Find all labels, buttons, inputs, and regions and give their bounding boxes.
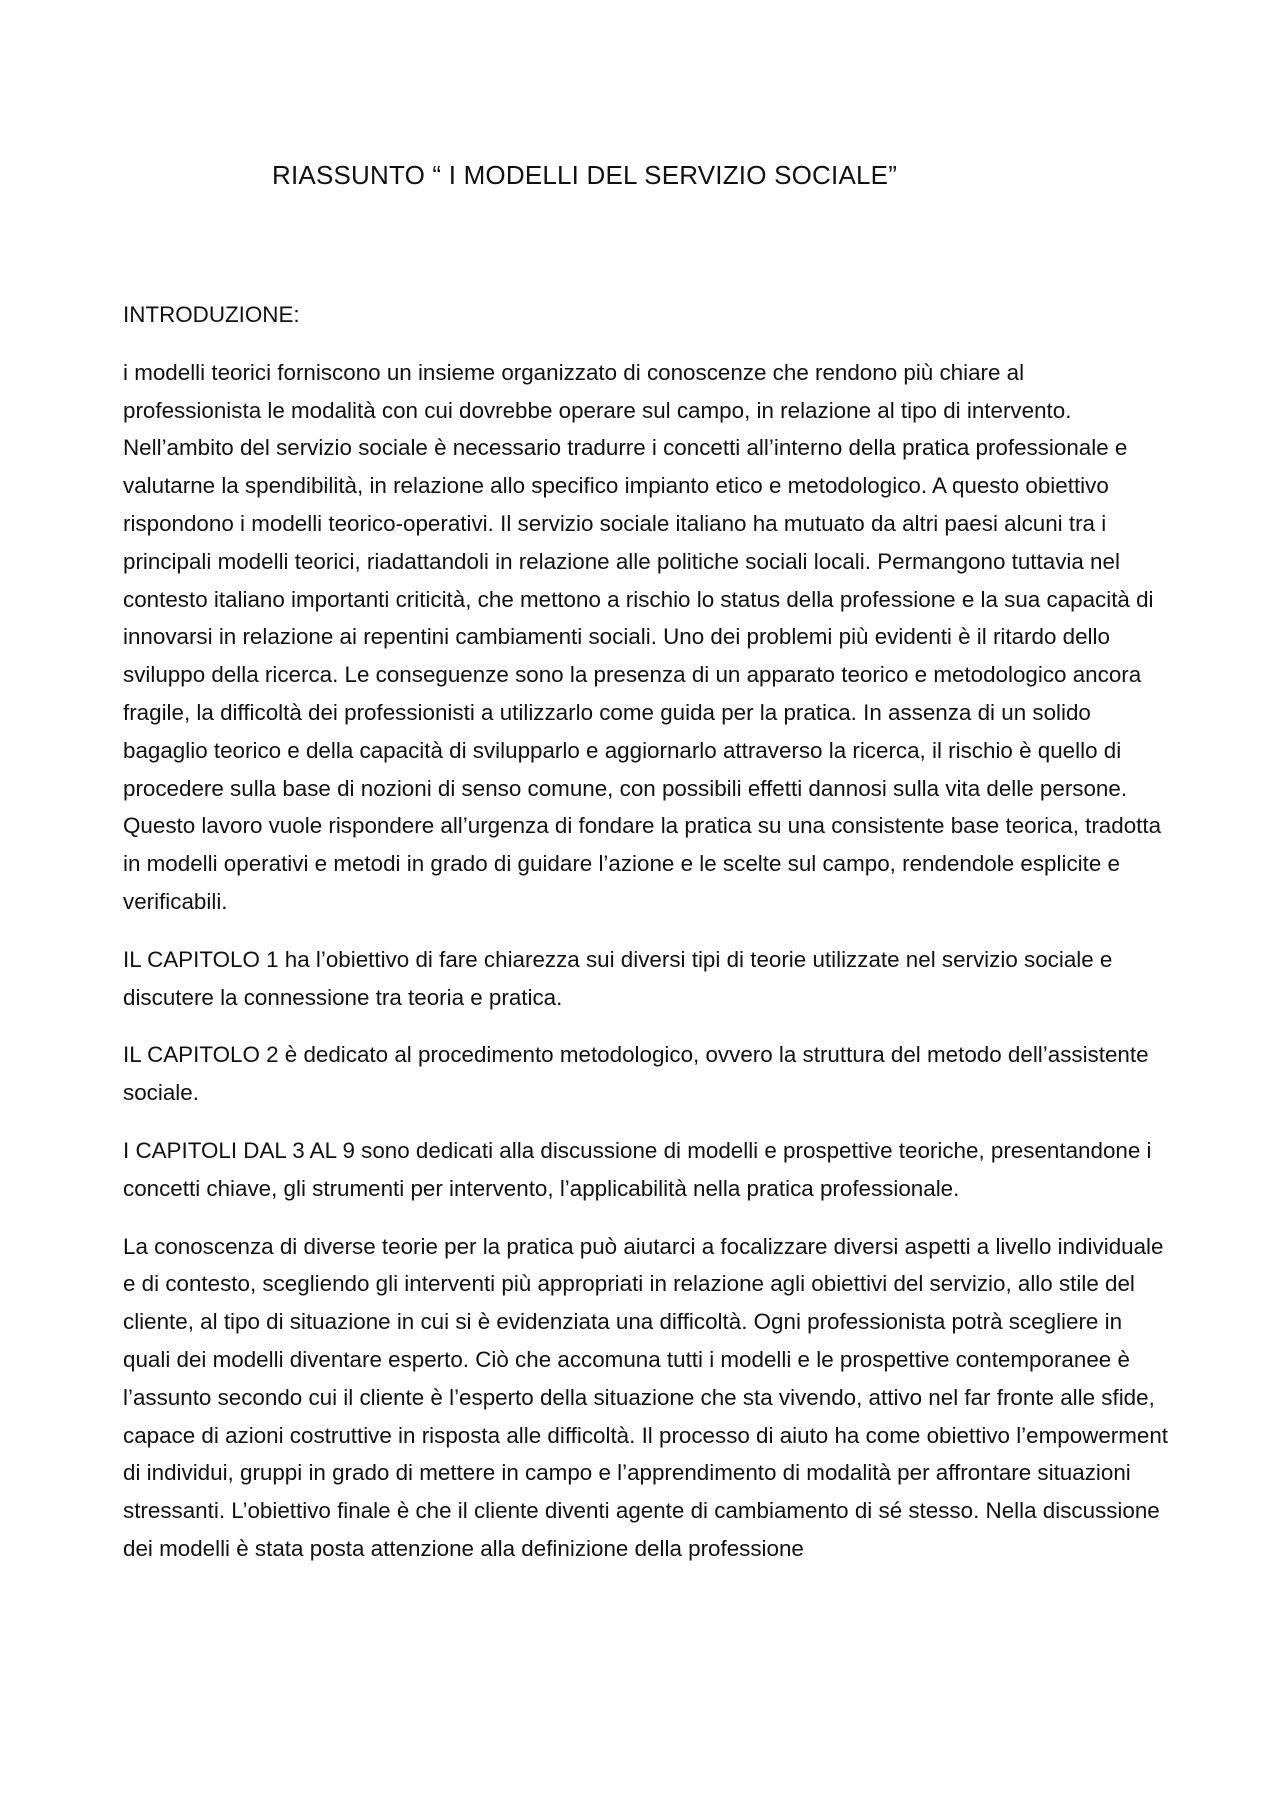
paragraph-chapter-2: IL CAPITOLO 2 è dedicato al procedimento metodologico, ovvero la struttura del metodo dell’assistente sociale.: [123, 1042, 1149, 1106]
document-body: [123, 296, 1168, 1588]
paragraph-theories: La conoscenza di diverse teorie per la pratica può aiutarci a focalizzare diversi aspetti a livello individuale e di contesto, scegliendo gli interventi più appropriati in relazione agli obiettivi del servizio, allo stile del cliente, al tipo di situazione in cui si è evidenziata una difficoltà. Ogni professionista potrà scegliere in quali dei modelli diventare esperto. Ciò che accomuna tutti i modelli e le prospettive contemporanee è l’assunto secondo cui il cliente è l’esperto della situazione che sta vivendo, attivo nel far fronte alle sfide, capace di azioni costruttive in risposta alle difficoltà. Il processo di aiuto ha come obiettivo l’empowerment di individui, gruppi in grado di mettere in campo e l’apprendimento di modalità per affrontare situazioni stressanti. L’obiettivo finale è che il cliente diventi agente di cambiamento di sé stesso. Nella discussione dei modelli è stata posta attenzione alla definizione della professione: [123, 1233, 1169, 1561]
paragraph-introduction: i modelli teorici forniscono un insieme organizzato di conoscenze che rendono più chiare al professionista le modalità con cui dovrebbe operare sul campo, in relazione al tipo di intervento. Nell’ambito del servizio sociale è necessario tradurre i concetti all’interno della pratica professionale e valutarne la spendibilità, in relazione allo specifico impianto etico e metodologico. A questo obiettivo rispondono i modelli teorico-operativi. Il servizio sociale italiano ha mutuato da altri paesi alcuni tra i principali modelli teorici, riadattandoli in relazione alle politiche sociali locali. Permangono tuttavia nel contesto italiano importanti criticità, che mettono a rischio lo status della professione e la sua capacità di innovarsi in relazione ai repentini cambiamenti sociali. Uno dei problemi più evidenti è il ritardo dello sviluppo della ricerca. Le conseguenze sono la presenza di un apparato teorico e metodologico ancora fragile, la difficoltà dei professionisti a utilizzarlo come guida per la pratica. In assenza di un solido bagaglio teorico e della capacità di svilupparlo e aggiornarlo attraverso la ricerca, il rischio è quello di procedere sulla base di nozioni di senso comune, con possibili effetti dannosi sulla vita delle persone. Questo lavoro vuole rispondere all’urgenza di fondare la pratica su una consistente base teorica, tradotta in modelli operativi e metodi in grado di guidare l’azione e le scelte sul campo, rendendole esplicite e verificabili.: [123, 359, 1162, 914]
paragraph-chapter-1: IL CAPITOLO 1 ha l’obiettivo di fare chiarezza sui diversi tipi di teorie utilizzate nel servizio sociale e discutere la connessione tra teoria e pratica.: [123, 946, 1113, 1010]
paragraph-chapters-3-9: I CAPITOLI DAL 3 AL 9 sono dedicati alla discussione di modelli e prospettive teoriche, presentandone i concetti chiave, gli strumenti per intervento, l’applicabilità nella pratica professionale.: [123, 1137, 1152, 1201]
document-title: RIASSUNTO “ I MODELLI DEL SERVIZIO SOCIALE”: [272, 160, 898, 190]
intro-heading: INTRODUZIONE:: [123, 302, 300, 327]
